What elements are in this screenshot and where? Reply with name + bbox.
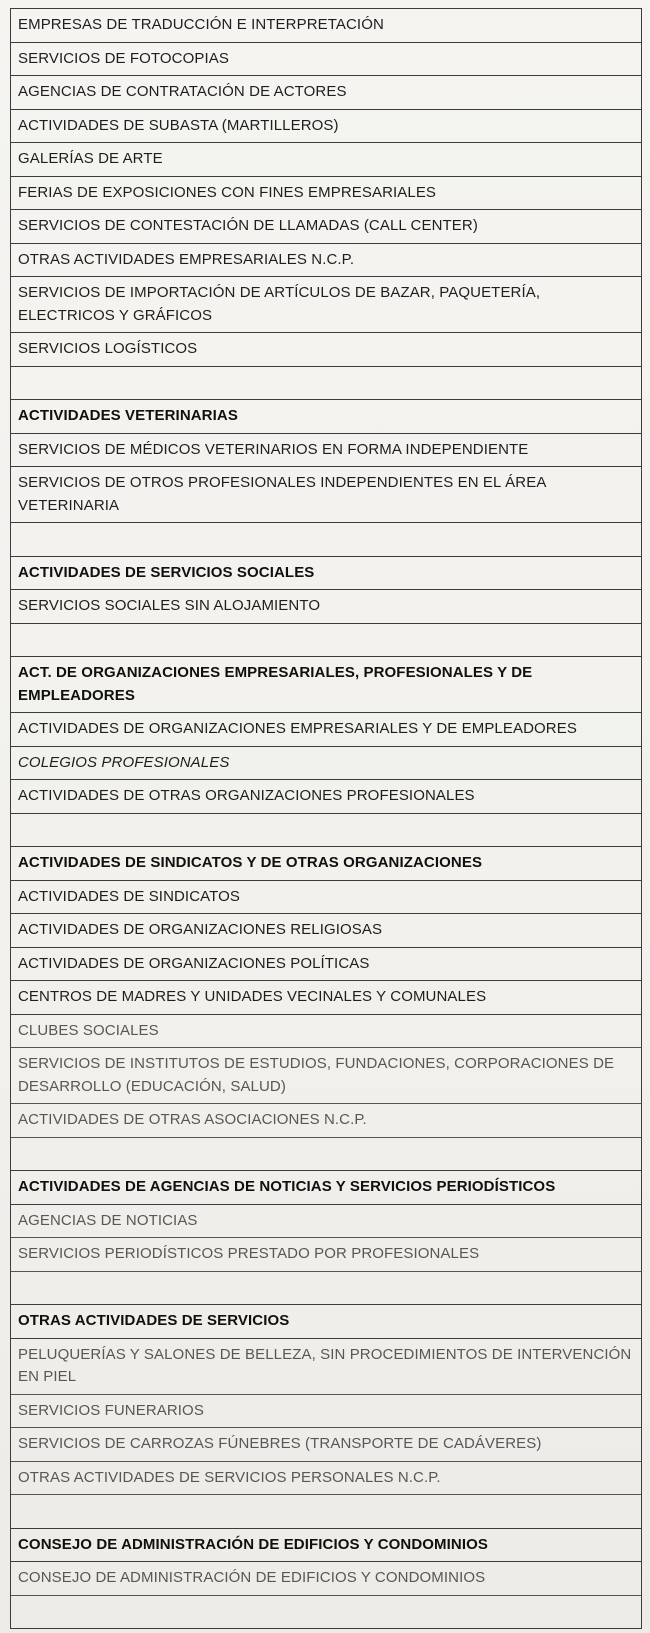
table-row <box>11 780 641 814</box>
table-row <box>11 981 641 1015</box>
section-header-row <box>11 557 641 591</box>
activity-classification-table <box>10 8 642 1629</box>
table-row <box>11 1428 641 1462</box>
table-row <box>11 1395 641 1429</box>
table-row <box>11 1339 641 1395</box>
table-row <box>11 1015 641 1049</box>
empty-row <box>11 814 641 848</box>
row-label: ACTIVIDADES DE OTRAS ASOCIACIONES N.C.P. <box>18 1111 367 1128</box>
section-header-label: CONSEJO DE ADMINISTRACIÓN DE EDIFICIOS Y CONDOMINIOS <box>18 1535 488 1553</box>
row-label: CLUBES SOCIALES <box>18 1021 159 1039</box>
row-label: EMPRESAS DE TRADUCCIÓN E INTERPRETACIÓN <box>18 16 384 33</box>
section-header-row <box>11 847 641 881</box>
row-label: OTRAS ACTIVIDADES DE SERVICIOS PERSONALES N.C.P. <box>18 1468 441 1486</box>
table-row <box>11 948 641 982</box>
table-row <box>11 713 641 747</box>
row-label: ACTIVIDADES DE ORGANIZACIONES EMPRESARIALES Y DE EMPLEADORES <box>18 720 577 737</box>
empty-row <box>11 523 641 557</box>
row-label: GALERÍAS DE ARTE <box>18 150 163 167</box>
section-header-label: ACTIVIDADES DE AGENCIAS DE NOTICIAS Y SERVICIOS PERIODÍSTICOS <box>18 1178 556 1195</box>
table-row <box>11 1562 641 1596</box>
table-row <box>11 1462 641 1496</box>
table-row <box>11 1205 641 1239</box>
row-label: ACTIVIDADES DE OTRAS ORGANIZACIONES PROFESIONALES <box>18 787 475 804</box>
table-row <box>11 590 641 624</box>
table-row <box>11 177 641 211</box>
table-row <box>11 43 641 77</box>
table-row <box>11 244 641 278</box>
table-row <box>11 110 641 144</box>
row-label: SERVICIOS DE IMPORTACIÓN DE ARTÍCULOS DE BAZAR, PAQUETERÍA, ELECTRICOS Y GRÁFICOS <box>18 284 541 324</box>
table-row <box>11 914 641 948</box>
row-label: SERVICIOS DE CONTESTACIÓN DE LLAMADAS (CALL CENTER) <box>18 217 478 234</box>
row-label: CONSEJO DE ADMINISTRACIÓN DE EDIFICIOS Y CONDOMINIOS <box>18 1569 486 1586</box>
row-label: AGENCIAS DE NOTICIAS <box>18 1211 198 1229</box>
section-header-label: ACTIVIDADES VETERINARIAS <box>18 407 238 424</box>
empty-row <box>11 1272 641 1306</box>
section-header-label: ACTIVIDADES DE SERVICIOS SOCIALES <box>18 563 315 581</box>
table-row <box>11 1238 641 1272</box>
section-header-row <box>11 400 641 434</box>
table-row <box>11 277 641 333</box>
row-label: SERVICIOS LOGÍSTICOS <box>18 340 198 357</box>
section-header-row <box>11 1529 641 1563</box>
row-label: CENTROS DE MADRES Y UNIDADES VECINALES Y COMUNALES <box>18 988 487 1005</box>
row-label: FERIAS DE EXPOSICIONES CON FINES EMPRESARIALES <box>18 183 437 201</box>
row-label: SERVICIOS DE CARROZAS FÚNEBRES (TRANSPORTE DE CADÁVERES) <box>18 1435 542 1452</box>
row-label: AGENCIAS DE CONTRATACIÓN DE ACTORES <box>18 83 347 100</box>
section-header-row <box>11 1305 641 1339</box>
table-row <box>11 143 641 177</box>
table-row <box>11 1048 641 1104</box>
section-header-row <box>11 657 641 713</box>
table-row <box>11 467 641 523</box>
row-label: SERVICIOS PERIODÍSTICOS PRESTADO POR PROFESIONALES <box>18 1245 480 1262</box>
empty-row <box>11 1138 641 1172</box>
section-header-row <box>11 1171 641 1205</box>
empty-row <box>11 367 641 401</box>
table-row <box>11 881 641 915</box>
row-label: SERVICIOS FUNERARIOS <box>18 1401 204 1419</box>
table-row <box>11 747 641 781</box>
row-label: ACTIVIDADES DE SINDICATOS <box>18 887 240 905</box>
section-header-label: OTRAS ACTIVIDADES DE SERVICIOS <box>18 1312 290 1329</box>
row-label: SERVICIOS SOCIALES SIN ALOJAMIENTO <box>18 597 321 614</box>
row-label: ACTIVIDADES DE ORGANIZACIONES POLÍTICAS <box>18 954 370 972</box>
table-row <box>11 1104 641 1138</box>
table-row <box>11 333 641 367</box>
row-label: ACTIVIDADES DE ORGANIZACIONES RELIGIOSAS <box>18 921 383 938</box>
row-label: COLEGIOS PROFESIONALES <box>18 753 230 771</box>
row-label: PELUQUERÍAS Y SALONES DE BELLEZA, SIN PROCEDIMIENTOS DE INTERVENCIÓN EN PIEL <box>18 1345 632 1385</box>
row-label: SERVICIOS DE INSTITUTOS DE ESTUDIOS, FUNDACIONES, CORPORACIONES DE DESARROLLO (EDUCACIÓN, SALUD) <box>18 1055 615 1095</box>
row-label: ACTIVIDADES DE SUBASTA (MARTILLEROS) <box>18 116 339 134</box>
table-row <box>11 9 641 43</box>
row-label: OTRAS ACTIVIDADES EMPRESARIALES N.C.P. <box>18 250 355 268</box>
empty-row <box>11 1596 641 1629</box>
empty-row <box>11 624 641 658</box>
row-label: SERVICIOS DE FOTOCOPIAS <box>18 49 229 67</box>
table-row <box>11 210 641 244</box>
empty-row <box>11 1495 641 1529</box>
row-label: SERVICIOS DE OTROS PROFESIONALES INDEPENDIENTES EN EL ÁREA VETERINARIA <box>18 474 546 514</box>
table-row <box>11 434 641 468</box>
table-row <box>11 76 641 110</box>
row-label: SERVICIOS DE MÉDICOS VETERINARIOS EN FORMA INDEPENDIENTE <box>18 440 529 458</box>
section-header-label: ACTIVIDADES DE SINDICATOS Y DE OTRAS ORGANIZACIONES <box>18 854 483 871</box>
section-header-label: ACT. DE ORGANIZACIONES EMPRESARIALES, PROFESIONALES Y DE EMPLEADORES <box>18 664 533 704</box>
